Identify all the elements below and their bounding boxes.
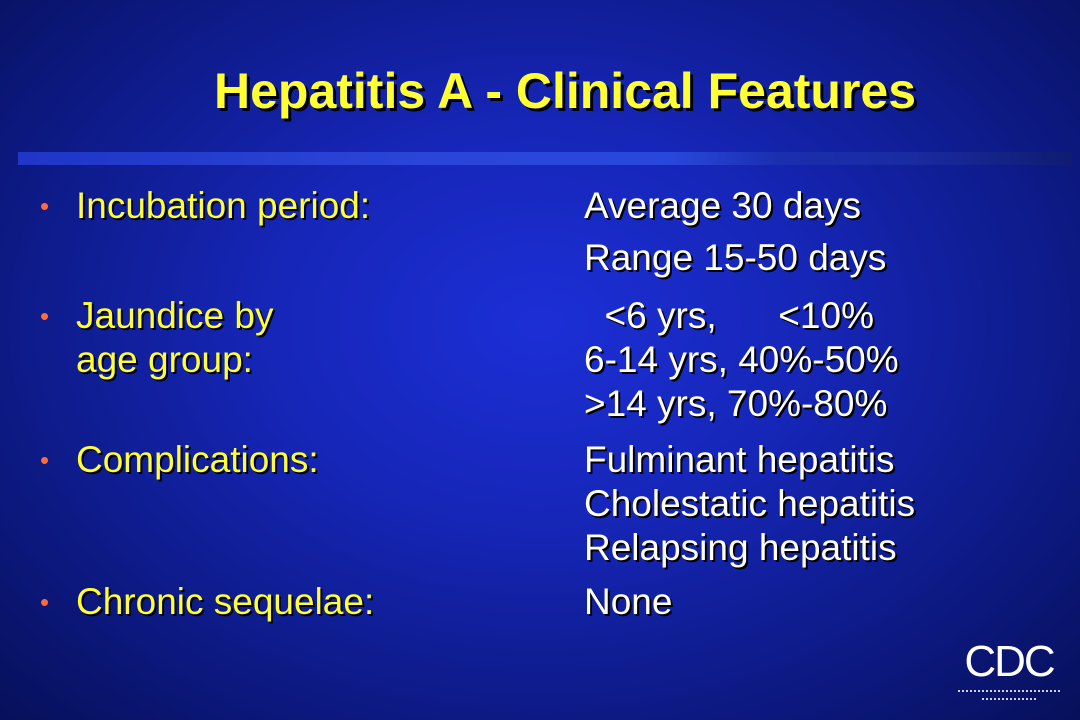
item-value: >14 yrs, 70%-80% — [584, 383, 888, 424]
item-value: 6-14 yrs, 40%-50% — [584, 339, 899, 380]
item-value: None — [584, 581, 673, 622]
item-label-line: Jaundice by — [76, 295, 274, 336]
item-values — [584, 184, 886, 280]
bullet-icon: • — [40, 191, 50, 221]
item-label-line: age group: — [76, 339, 253, 380]
item-label — [76, 294, 273, 382]
item-values — [584, 294, 899, 426]
slide-title: Hepatitis A - Clinical Features — [213, 63, 917, 119]
bullet-icon: • — [40, 301, 50, 331]
logo-text: CDC — [964, 637, 1054, 686]
item-label: Complications: — [76, 439, 319, 480]
item-value: Relapsing hepatitis — [584, 527, 897, 568]
item-values — [584, 438, 915, 570]
item-label: Chronic sequelae: — [76, 581, 375, 622]
item-values — [584, 580, 672, 624]
item-value: Average 30 days — [584, 185, 862, 226]
item-value: Cholestatic hepatitis — [584, 483, 916, 524]
item-value: Range 15-50 days — [584, 237, 887, 278]
item-value: Fulminant hepatitis — [584, 439, 895, 480]
logo-subtitle-line — [958, 690, 1060, 694]
bullet-icon: • — [40, 587, 50, 617]
bullet-icon: • — [40, 445, 50, 475]
title-divider — [18, 152, 1072, 165]
item-label: Incubation period: — [76, 185, 371, 226]
item-value: <6 yrs, <10% — [584, 295, 874, 336]
logo-subtitle-line — [982, 698, 1036, 702]
cdc-logo — [956, 637, 1062, 702]
